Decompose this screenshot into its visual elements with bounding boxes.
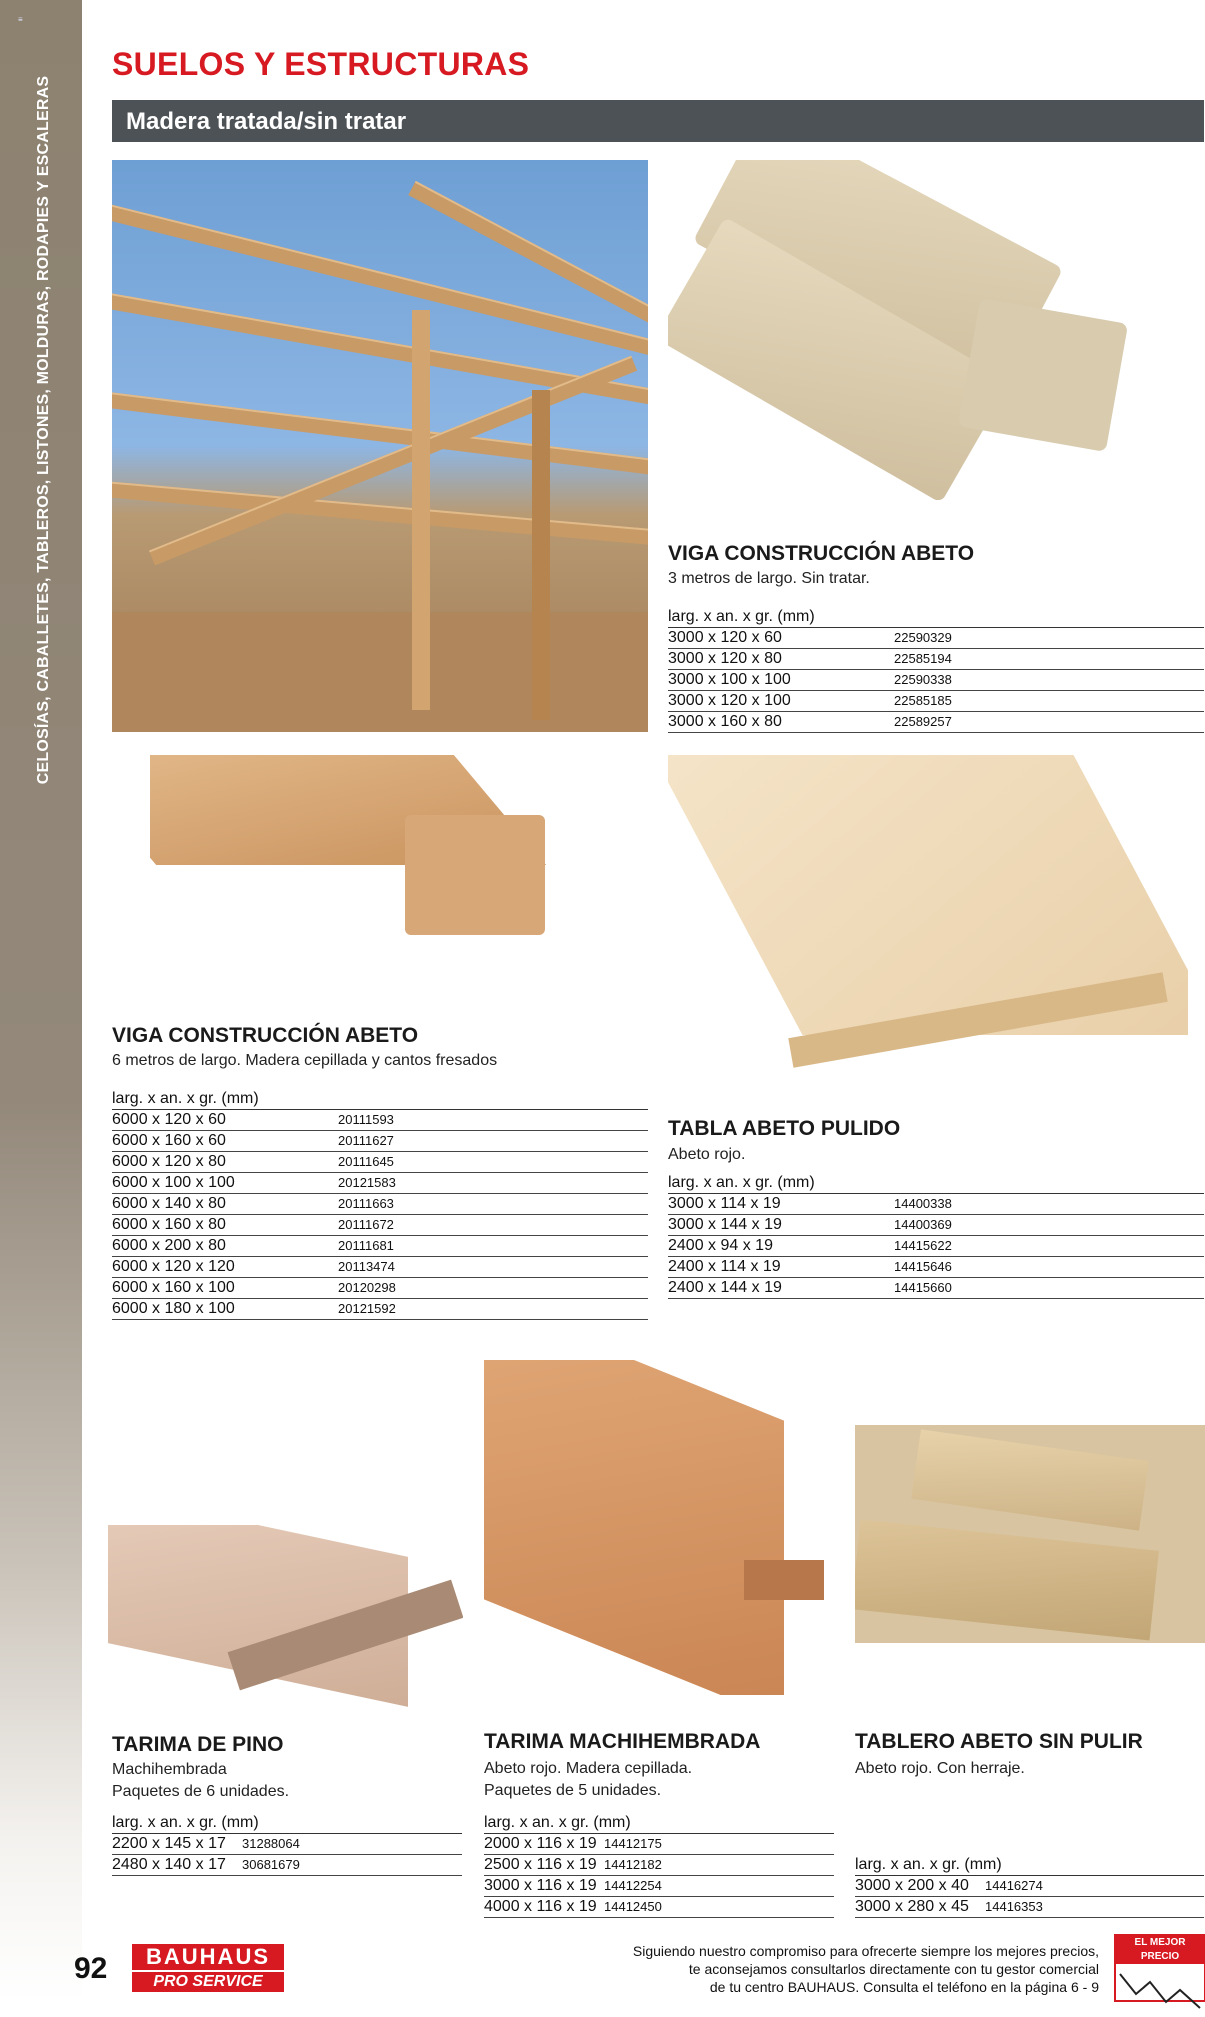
row-size: 3000 x 120 x 60: [668, 629, 782, 646]
table-header: larg. x an. x gr. (mm): [668, 1173, 1204, 1194]
bauhaus-logo: [132, 1944, 284, 1992]
row-size: 3000 x 280 x 45: [855, 1898, 969, 1915]
table-row: [855, 1876, 1204, 1897]
product-desc2-tarima-machihembrada: Paquetes de 5 unidades.: [484, 1782, 662, 1799]
table-row: [112, 1194, 648, 1215]
table-row: [112, 1299, 648, 1320]
plank-face: [484, 1360, 784, 1695]
table-row: [855, 1897, 1204, 1918]
row-code: 20113474: [338, 1259, 395, 1274]
row-code: 22585194: [894, 651, 952, 666]
row-code: 14412254: [604, 1878, 662, 1893]
row-code: 22585185: [894, 693, 952, 708]
row-code: 14400338: [894, 1196, 952, 1211]
footer-line-3: de tu centro BAUHAUS. Consulta el teléfono en la página 6 - 9: [709, 1979, 1099, 1995]
table-header: larg. x an. x gr. (mm): [112, 1089, 648, 1110]
sidebar-category-text: CELOSÍAS, CABALLETES, TABLEROS, LISTONES, MOLDURAS, RODAPIES Y ESCALERAS: [35, 75, 52, 785]
table-row: [112, 1236, 648, 1257]
row-size: 3000 x 116 x 19: [484, 1877, 597, 1894]
row-code: 31288064: [242, 1836, 300, 1851]
section-title: Madera tratada/sin tratar: [126, 108, 407, 135]
table-header: larg. x an. x gr. (mm): [668, 607, 1204, 628]
roof-truss-photo: [112, 160, 648, 732]
tabla-photo: [668, 755, 1188, 1085]
table-row: [112, 1834, 462, 1855]
table-row: [668, 670, 1204, 691]
menu-icon: ≡: [18, 15, 23, 24]
row-size: 3000 x 200 x 40: [855, 1877, 969, 1894]
row-size: 6000 x 120 x 60: [112, 1111, 226, 1128]
table-row: [484, 1897, 834, 1918]
table-viga-3m: [668, 607, 1204, 733]
tablero-photo: [855, 1425, 1205, 1643]
best-price-badge: [1114, 1934, 1205, 2002]
row-size: 6000 x 180 x 100: [112, 1300, 235, 1317]
row-code: 20111663: [338, 1196, 394, 1211]
product-desc-tarima-machihembrada: Abeto rojo. Madera cepillada.: [484, 1760, 693, 1777]
product-title-viga-3m: VIGA CONSTRUCCIÓN ABETO: [668, 542, 975, 565]
table-row: [112, 1131, 648, 1152]
row-size: 3000 x 160 x 80: [668, 713, 782, 730]
table-row: [668, 1278, 1204, 1299]
row-size: 3000 x 114 x 19: [668, 1195, 781, 1212]
sidebar: [0, 0, 82, 2000]
row-size: 2000 x 116 x 19: [484, 1835, 597, 1852]
product-desc-tablero: Abeto rojo. Con herraje.: [855, 1760, 1025, 1777]
row-code: 20111645: [338, 1154, 394, 1169]
row-code: 14400369: [894, 1217, 952, 1232]
product-title-tabla: TABLA ABETO PULIDO: [668, 1117, 901, 1140]
row-code: 14412450: [604, 1899, 662, 1914]
table-row: [668, 649, 1204, 670]
table-row: [668, 1194, 1204, 1215]
footer-line-1: Siguiendo nuestro compromiso para ofrecerte siempre los mejores precios,: [632, 1943, 1099, 1959]
row-size: 6000 x 160 x 60: [112, 1132, 226, 1149]
table-header: larg. x an. x gr. (mm): [112, 1813, 462, 1834]
row-size: 3000 x 100 x 100: [668, 671, 791, 688]
table-row: [112, 1855, 462, 1876]
table-row: [112, 1278, 648, 1299]
table-row: [668, 1236, 1204, 1257]
row-code: 20111672: [338, 1217, 394, 1232]
table-row: [112, 1173, 648, 1194]
row-code: 14412182: [604, 1857, 662, 1872]
product-desc-tarima-pino: Machihembrada: [112, 1761, 227, 1778]
beam-end: [958, 298, 1128, 452]
plank-tongue: [744, 1560, 824, 1600]
row-size: 6000 x 120 x 120: [112, 1258, 235, 1275]
footer-note: [579, 1942, 1099, 1996]
roof-deck: [112, 612, 648, 732]
viga-3m-photo: [668, 160, 1138, 500]
row-size: 2200 x 145 x 17: [112, 1835, 226, 1852]
row-size: 3000 x 120 x 100: [668, 692, 791, 709]
row-code: 14412175: [604, 1836, 662, 1851]
row-size: 6000 x 140 x 80: [112, 1195, 226, 1212]
logo-top: BAUHAUS: [132, 1944, 284, 1970]
product-desc2-tarima-pino: Paquetes de 6 unidades.: [112, 1783, 290, 1800]
table-tarima-machihembrada: [484, 1813, 834, 1918]
row-size: 6000 x 120 x 80: [112, 1153, 226, 1170]
product-title-tablero: TABLERO ABETO SIN PULIR: [855, 1730, 1143, 1753]
row-size: 6000 x 100 x 100: [112, 1174, 235, 1191]
table-row: [668, 712, 1204, 733]
product-title-viga-6m: VIGA CONSTRUCCIÓN ABETO: [112, 1024, 419, 1047]
table-row: [668, 1257, 1204, 1278]
row-code: 14415660: [894, 1280, 952, 1295]
table-row: [484, 1834, 834, 1855]
row-size: 4000 x 116 x 19: [484, 1898, 597, 1915]
row-code: 14416353: [985, 1899, 1043, 1914]
table-tablero: [855, 1855, 1204, 1918]
price-chart-icon: [1116, 1964, 1204, 2012]
table-row: [112, 1257, 648, 1278]
page-number: 92: [74, 1952, 108, 1985]
row-code: 20111593: [338, 1112, 394, 1127]
table-header: larg. x an. x gr. (mm): [855, 1855, 1204, 1876]
product-desc-viga-6m: 6 metros de largo. Madera cepillada y cantos fresados: [112, 1052, 498, 1069]
product-title-tarima-pino: TARIMA DE PINO: [112, 1733, 284, 1756]
page-title: SUELOS Y ESTRUCTURAS: [112, 46, 530, 82]
row-code: 20120298: [338, 1280, 396, 1295]
row-code: 30681679: [242, 1857, 300, 1872]
table-row: [112, 1110, 648, 1131]
board-bottom: [855, 1520, 1159, 1641]
product-title-tarima-machihembrada: TARIMA MACHIHEMBRADA: [484, 1730, 761, 1753]
viga-6m-photo: [150, 755, 560, 975]
row-size: 6000 x 160 x 100: [112, 1279, 235, 1296]
row-size: 2500 x 116 x 19: [484, 1856, 597, 1873]
row-size: 2400 x 114 x 19: [668, 1258, 781, 1275]
row-code: 22590329: [894, 630, 952, 645]
badge-text: EL MEJOR PRECIO: [1116, 1936, 1204, 1964]
row-size: 2400 x 144 x 19: [668, 1279, 782, 1296]
table-row: [112, 1152, 648, 1173]
table-row: [484, 1855, 834, 1876]
row-code: 14415622: [894, 1238, 952, 1253]
product-desc-tabla: Abeto rojo.: [668, 1146, 746, 1163]
table-tarima-pino: [112, 1813, 462, 1876]
row-code: 20111681: [338, 1238, 394, 1253]
row-code: 20121592: [338, 1301, 396, 1316]
row-size: 2400 x 94 x 19: [668, 1237, 773, 1254]
row-size: 2480 x 140 x 17: [112, 1856, 226, 1873]
row-code: 20121583: [338, 1175, 396, 1190]
table-viga-6m: [112, 1089, 648, 1320]
row-code: 22589257: [894, 714, 952, 729]
table-row: [668, 1215, 1204, 1236]
table-row: [668, 628, 1204, 649]
board-top: [911, 1429, 1149, 1530]
logo-bottom: PRO SERVICE: [132, 1972, 284, 1992]
tarima-pino-photo: [108, 1525, 463, 1725]
table-row: [484, 1876, 834, 1897]
product-desc-viga-3m: 3 metros de largo. Sin tratar.: [668, 570, 870, 587]
row-size: 3000 x 120 x 80: [668, 650, 782, 667]
footer-line-2: te aconsejamos consultarlos directamente con tu gestor comercial: [688, 1961, 1099, 1977]
row-code: 14415646: [894, 1259, 952, 1274]
table-row: [668, 691, 1204, 712]
truss-post: [532, 390, 550, 720]
table-tabla: [668, 1173, 1204, 1299]
row-size: 6000 x 160 x 80: [112, 1216, 226, 1233]
table-row: [112, 1215, 648, 1236]
beam-end: [405, 815, 545, 935]
table-header: larg. x an. x gr. (mm): [484, 1813, 834, 1834]
row-size: 3000 x 144 x 19: [668, 1216, 782, 1233]
row-code: 14416274: [985, 1878, 1043, 1893]
row-code: 20111627: [338, 1133, 394, 1148]
section-bar: [112, 100, 1204, 142]
truss-post: [412, 310, 430, 710]
row-size: 6000 x 200 x 80: [112, 1237, 226, 1254]
tarima-machihembrada-photo: [484, 1360, 844, 1695]
row-code: 22590338: [894, 672, 952, 687]
